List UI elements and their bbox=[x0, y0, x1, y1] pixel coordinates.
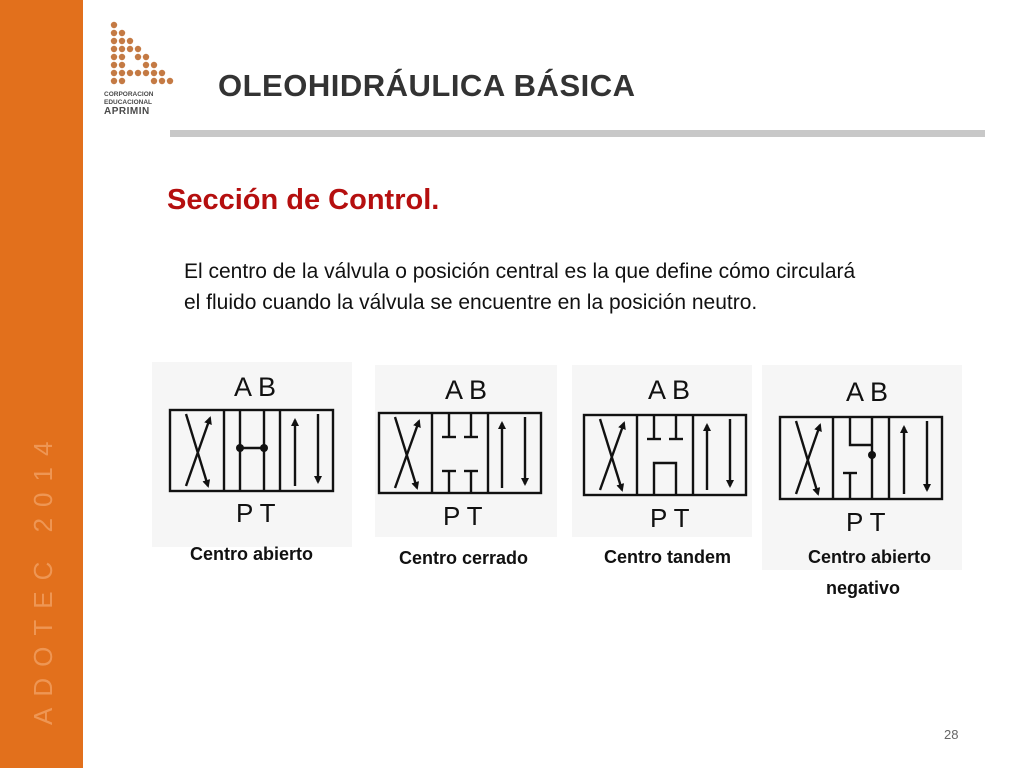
valve-4-caption: Centro abierto bbox=[808, 547, 932, 567]
logo-text-line2: EDUCACIONAL bbox=[104, 99, 153, 106]
valve-4-port-top: A B bbox=[846, 377, 889, 407]
sidebar-vertical-text: ADOTEC 2014 bbox=[28, 430, 58, 725]
page-number: 28 bbox=[944, 727, 959, 742]
valve-2-port-top: A B bbox=[445, 375, 488, 405]
valve-2-port-bottom: P T bbox=[443, 501, 483, 531]
page-title: OLEOHIDRÁULICA BÁSICA bbox=[218, 68, 636, 103]
valve-3-port-top: A B bbox=[648, 375, 691, 405]
valve-2-caption: Centro cerrado bbox=[399, 548, 529, 568]
valve-1-port-top: A B bbox=[234, 372, 277, 402]
valve-3-caption: Centro tandem bbox=[604, 547, 732, 567]
valve-centro-abierto bbox=[152, 362, 352, 564]
valve-4-port-bottom: P T bbox=[846, 507, 886, 537]
section-title: Sección de Control. bbox=[167, 184, 440, 216]
valve-4-caption-line2: negativo bbox=[826, 578, 901, 598]
valve-1-caption: Centro abierto bbox=[190, 544, 314, 564]
logo-text-line3: APRIMIN bbox=[104, 106, 150, 117]
valve-centro-tandem bbox=[572, 365, 752, 567]
body-paragraph: El centro de la válvula o posición central es la que define cómo circulará el fluido cuando la válvula se encuentre en la posición neutro. bbox=[184, 260, 856, 314]
valve-3-port-bottom: P T bbox=[650, 503, 690, 533]
logo-text-line1: CORPORACION bbox=[104, 91, 154, 98]
valve-1-port-bottom: P T bbox=[236, 498, 276, 528]
valve-centro-cerrado bbox=[375, 365, 557, 568]
valve-centro-abierto-negativo bbox=[762, 365, 962, 598]
